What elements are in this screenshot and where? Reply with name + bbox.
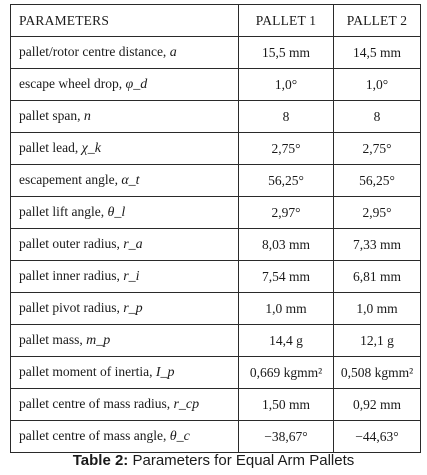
- table-row: [11, 133, 421, 165]
- table-row: [11, 37, 421, 69]
- pallet-1-value: 15,5 mm: [239, 37, 334, 69]
- parameter-name: pallet pivot radius,: [19, 300, 120, 315]
- parameter-symbol: n: [83, 109, 91, 124]
- pallet-2-value: 12,1 g: [334, 325, 421, 357]
- pallet-2-value: 14,5 mm: [334, 37, 421, 69]
- pallet-1-value: 1,0 mm: [239, 293, 334, 325]
- pallet-1-value: 2,75°: [239, 133, 334, 165]
- pallet-2-value: 8: [334, 101, 421, 133]
- table-row: [11, 293, 421, 325]
- parameter-symbol: θ_l: [107, 205, 126, 220]
- pallet-1-value: 0,669 kgmm²: [239, 357, 334, 389]
- parameter-name: escapement angle,: [19, 172, 118, 187]
- pallet-2-value: 6,81 mm: [334, 261, 421, 293]
- parameter-cell: [11, 197, 239, 229]
- header-pallet-2: PALLET 2: [334, 5, 421, 37]
- header-pallet-1: PALLET 1: [239, 5, 334, 37]
- parameter-symbol: r_a: [123, 237, 143, 252]
- pallet-2-value: 56,25°: [334, 165, 421, 197]
- table-row: [11, 261, 421, 293]
- parameter-name: pallet moment of inertia,: [19, 364, 153, 379]
- parameter-cell: [11, 261, 239, 293]
- table-header-row: [11, 5, 421, 37]
- pallet-2-value: 2,95°: [334, 197, 421, 229]
- table-body: [11, 37, 421, 453]
- pallet-1-value: 8: [239, 101, 334, 133]
- parameter-symbol: m_p: [86, 333, 111, 348]
- parameter-cell: [11, 357, 239, 389]
- parameter-name: pallet/rotor centre distance,: [19, 44, 167, 59]
- parameter-name: pallet lead,: [19, 140, 79, 155]
- parameter-symbol: a: [169, 45, 177, 60]
- pallet-2-value: 7,33 mm: [334, 229, 421, 261]
- parameter-name: pallet centre of mass radius,: [19, 396, 171, 411]
- pallet-2-value: −44,63°: [334, 421, 421, 453]
- pallet-1-value: 14,4 g: [239, 325, 334, 357]
- table-row: [11, 325, 421, 357]
- parameter-name: pallet inner radius,: [19, 268, 120, 283]
- parameter-cell: [11, 229, 239, 261]
- pallet-2-value: 0,92 mm: [334, 389, 421, 421]
- parameters-table: [10, 4, 421, 453]
- parameters-table-container: [10, 4, 420, 447]
- parameter-cell: [11, 165, 239, 197]
- pallet-2-value: 1,0 mm: [334, 293, 421, 325]
- parameter-symbol: r_cp: [173, 397, 200, 412]
- pallet-1-value: 1,50 mm: [239, 389, 334, 421]
- parameter-cell: [11, 325, 239, 357]
- pallet-1-value: 8,03 mm: [239, 229, 334, 261]
- parameter-cell: [11, 133, 239, 165]
- parameter-symbol: α_t: [121, 173, 140, 188]
- parameter-name: pallet lift angle,: [19, 204, 105, 219]
- table-row: [11, 229, 421, 261]
- parameter-cell: [11, 101, 239, 133]
- table-row: [11, 69, 421, 101]
- pallet-1-value: 56,25°: [239, 165, 334, 197]
- parameter-symbol: θ_c: [169, 429, 190, 444]
- parameter-cell: [11, 389, 239, 421]
- parameter-name: pallet outer radius,: [19, 236, 120, 251]
- parameter-cell: [11, 421, 239, 453]
- parameter-name: pallet centre of mass angle,: [19, 428, 167, 443]
- parameter-cell: [11, 69, 239, 101]
- parameter-symbol: φ_d: [125, 77, 148, 92]
- parameter-symbol: I_p: [155, 365, 175, 380]
- pallet-1-value: −38,67°: [239, 421, 334, 453]
- table-caption: [0, 452, 427, 469]
- header-parameters: PARAMETERS: [11, 5, 239, 37]
- parameter-name: pallet mass,: [19, 332, 83, 347]
- caption-label: Table 2:: [72, 452, 129, 469]
- table-row: [11, 101, 421, 133]
- parameter-cell: [11, 293, 239, 325]
- parameter-name: escape wheel drop,: [19, 76, 123, 91]
- pallet-1-value: 7,54 mm: [239, 261, 334, 293]
- parameter-name: pallet span,: [19, 108, 81, 123]
- table-row: [11, 165, 421, 197]
- table-row: [11, 389, 421, 421]
- parameter-cell: [11, 37, 239, 69]
- caption-text: Parameters for Equal Arm Pallets: [132, 452, 355, 469]
- pallet-2-value: 2,75°: [334, 133, 421, 165]
- pallet-1-value: 1,0°: [239, 69, 334, 101]
- pallet-1-value: 2,97°: [239, 197, 334, 229]
- pallet-2-value: 1,0°: [334, 69, 421, 101]
- table-row: [11, 197, 421, 229]
- parameter-symbol: χ_k: [81, 141, 101, 156]
- table-row: [11, 357, 421, 389]
- table-row: [11, 421, 421, 453]
- pallet-2-value: 0,508 kgmm²: [334, 357, 421, 389]
- parameter-symbol: r_p: [123, 301, 143, 316]
- parameter-symbol: r_i: [123, 269, 140, 284]
